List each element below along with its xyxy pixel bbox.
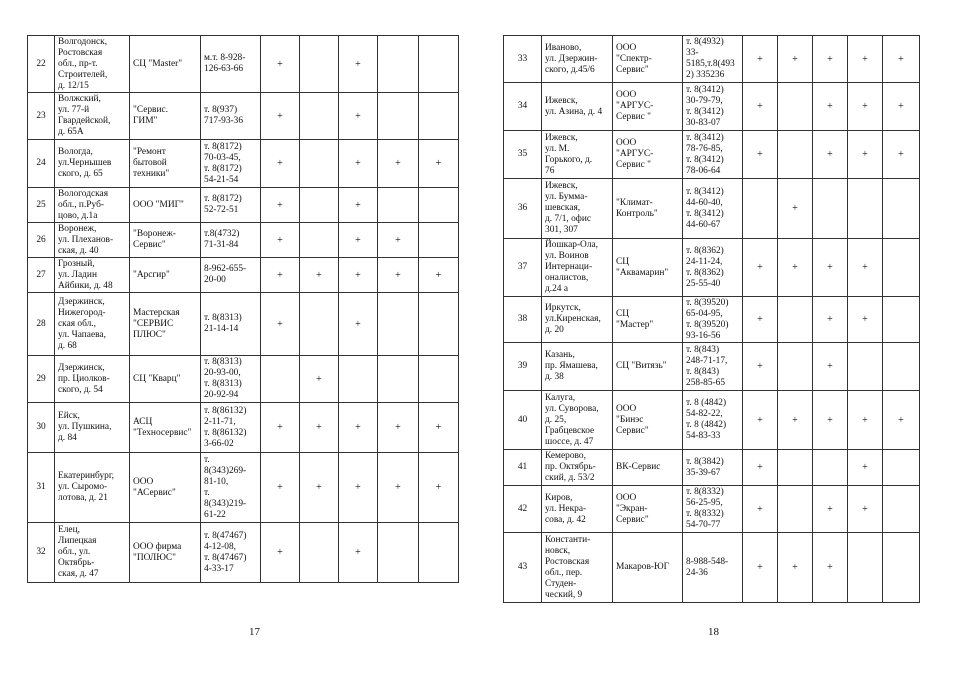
mark-cell bbox=[778, 486, 813, 533]
mark-cell: + bbox=[378, 140, 419, 188]
mark-cell bbox=[419, 523, 459, 583]
mark-cell bbox=[300, 223, 339, 258]
mark-cell: + bbox=[848, 486, 883, 533]
address-cell: Ижевск, ул. Бумма- шевская, д. 7/1, офис 301, 307 bbox=[542, 179, 613, 239]
address-cell: Грозный, ул. Ладин Айбики, д. 48 bbox=[55, 258, 130, 293]
mark-cell bbox=[339, 356, 378, 403]
row-number-cell: 42 bbox=[504, 486, 542, 533]
mark-cell bbox=[883, 450, 920, 486]
address-cell: Калуга, ул. Суворова, д. 25, Грабцевское шоссе, д. 47 bbox=[542, 391, 613, 450]
mark-cell: + bbox=[778, 36, 813, 83]
mark-cell: + bbox=[300, 356, 339, 403]
service-name-cell: ООО "МИГ" bbox=[130, 188, 201, 223]
address-cell: Кемерово, пр. Октябрь- ский, д. 53/2 bbox=[542, 450, 613, 486]
table-row bbox=[28, 258, 459, 293]
mark-cell: + bbox=[339, 223, 378, 258]
page-number-right: 18 bbox=[708, 626, 719, 638]
phone-cell: т. 8(8172) 52-72-51 bbox=[201, 188, 261, 223]
mark-cell: + bbox=[743, 131, 778, 179]
table-row bbox=[504, 343, 920, 391]
mark-cell bbox=[419, 356, 459, 403]
table-row bbox=[28, 293, 459, 356]
row-number-cell: 30 bbox=[28, 403, 55, 453]
table-row bbox=[28, 356, 459, 403]
phone-cell: 8-962-655- 20-00 bbox=[201, 258, 261, 293]
row-number-cell: 33 bbox=[504, 36, 542, 83]
service-name-cell: АСЦ "Техносервис" bbox=[130, 403, 201, 453]
phone-cell: т. 8(3412) 44-60-40, т. 8(3412) 44-60-67 bbox=[683, 179, 743, 239]
phone-cell: т. 8(843) 248-71-17, т. 8(843) 258-85-65 bbox=[683, 343, 743, 391]
service-name-cell: ООО "Бинэс Сервис" bbox=[613, 391, 683, 450]
service-name-cell: СЦ "Master" bbox=[130, 36, 201, 93]
mark-cell: + bbox=[261, 223, 300, 258]
mark-cell: + bbox=[261, 453, 300, 523]
mark-cell bbox=[813, 179, 848, 239]
address-cell: Волжский, ул. 77-й Гвардейской, д. 65А bbox=[55, 93, 130, 140]
row-number-cell: 23 bbox=[28, 93, 55, 140]
phone-cell: т. 8(937) 717-93-36 bbox=[201, 93, 261, 140]
address-cell: Казань, пр. Ямашева, д. 38 bbox=[542, 343, 613, 391]
phone-cell: 8-988-548- 24-36 bbox=[683, 533, 743, 603]
service-name-cell: "Арсгир" bbox=[130, 258, 201, 293]
row-number-cell: 34 bbox=[504, 83, 542, 131]
phone-cell: т. 8 (4842) 54-82-22, т. 8 (4842) 54-83-33 bbox=[683, 391, 743, 450]
mark-cell bbox=[300, 188, 339, 223]
mark-cell: + bbox=[813, 239, 848, 297]
mark-cell: + bbox=[778, 391, 813, 450]
mark-cell: + bbox=[339, 523, 378, 583]
table-row bbox=[28, 523, 459, 583]
table-row bbox=[28, 140, 459, 188]
phone-cell: т. 8(3412) 78-76-85, т. 8(3412) 78-06-64 bbox=[683, 131, 743, 179]
mark-cell bbox=[883, 533, 920, 603]
mark-cell: + bbox=[743, 391, 778, 450]
phone-cell: т.8(4732) 71-31-84 bbox=[201, 223, 261, 258]
table-row bbox=[28, 223, 459, 258]
mark-cell: + bbox=[261, 403, 300, 453]
phone-cell: т. 8(8362) 24-11-24, т. 8(8362) 25-55-40 bbox=[683, 239, 743, 297]
mark-cell: + bbox=[261, 523, 300, 583]
mark-cell: + bbox=[339, 453, 378, 523]
mark-cell: + bbox=[300, 453, 339, 523]
right-service-table bbox=[503, 35, 920, 603]
mark-cell: + bbox=[339, 140, 378, 188]
mark-cell: + bbox=[813, 83, 848, 131]
phone-cell: т. 8(8332) 56-25-95, т. 8(8332) 54-70-77 bbox=[683, 486, 743, 533]
mark-cell: + bbox=[339, 403, 378, 453]
phone-cell: т. 8(4932) 33- 5185,т.8(493 2) 335236 bbox=[683, 36, 743, 83]
table-row bbox=[504, 179, 920, 239]
mark-cell: + bbox=[848, 297, 883, 343]
mark-cell bbox=[883, 297, 920, 343]
row-number-cell: 43 bbox=[504, 533, 542, 603]
mark-cell: + bbox=[813, 486, 848, 533]
mark-cell: + bbox=[778, 239, 813, 297]
service-name-cell: ООО "АРГУС- Сервис " bbox=[613, 83, 683, 131]
table-row bbox=[504, 297, 920, 343]
mark-cell bbox=[419, 293, 459, 356]
mark-cell bbox=[300, 140, 339, 188]
mark-cell: + bbox=[419, 403, 459, 453]
row-number-cell: 27 bbox=[28, 258, 55, 293]
table-row bbox=[28, 36, 459, 93]
address-cell: Ижевск, ул. М. Горького, д. 76 bbox=[542, 131, 613, 179]
table-row bbox=[504, 36, 920, 83]
mark-cell: + bbox=[378, 453, 419, 523]
mark-cell: + bbox=[743, 343, 778, 391]
service-name-cell: СЦ "Кварц" bbox=[130, 356, 201, 403]
row-number-cell: 28 bbox=[28, 293, 55, 356]
address-cell: Вологда, ул.Чернышев ского, д. 65 bbox=[55, 140, 130, 188]
mark-cell: + bbox=[300, 258, 339, 293]
mark-cell: + bbox=[743, 36, 778, 83]
mark-cell bbox=[848, 533, 883, 603]
mark-cell: + bbox=[848, 239, 883, 297]
row-number-cell: 39 bbox=[504, 343, 542, 391]
right-table-body bbox=[504, 36, 920, 603]
mark-cell: + bbox=[883, 391, 920, 450]
mark-cell: + bbox=[813, 533, 848, 603]
mark-cell: + bbox=[419, 258, 459, 293]
address-cell: Дзержинск, пр. Циолков- ского, д. 54 bbox=[55, 356, 130, 403]
phone-cell: т. 8(8313) 20-93-00, т. 8(8313) 20-92-94 bbox=[201, 356, 261, 403]
phone-cell: т. 8(8172) 70-03-45, т. 8(8172) 54-21-54 bbox=[201, 140, 261, 188]
mark-cell: + bbox=[883, 36, 920, 83]
mark-cell bbox=[848, 343, 883, 391]
left-table-body bbox=[28, 36, 459, 583]
mark-cell: + bbox=[743, 533, 778, 603]
mark-cell bbox=[300, 36, 339, 93]
mark-cell: + bbox=[883, 83, 920, 131]
service-name-cell: "Воронеж- Сервис" bbox=[130, 223, 201, 258]
phone-cell: т. 8(86132) 2-11-71, т. 8(86132) 3-66-02 bbox=[201, 403, 261, 453]
service-name-cell: ООО "АРГУС- Сервис " bbox=[613, 131, 683, 179]
mark-cell: + bbox=[300, 403, 339, 453]
mark-cell: + bbox=[339, 258, 378, 293]
mark-cell: + bbox=[743, 297, 778, 343]
service-name-cell: СЦ "Витязь" bbox=[613, 343, 683, 391]
mark-cell: + bbox=[261, 140, 300, 188]
address-cell: Константи- новск, Ростовская обл., пер. Студен- ческий, 9 bbox=[542, 533, 613, 603]
table-row bbox=[504, 391, 920, 450]
mark-cell: + bbox=[848, 391, 883, 450]
mark-cell: + bbox=[378, 403, 419, 453]
mark-cell: + bbox=[778, 179, 813, 239]
row-number-cell: 38 bbox=[504, 297, 542, 343]
mark-cell: + bbox=[743, 450, 778, 486]
service-name-cell: СЦ "Аквамарин" bbox=[613, 239, 683, 297]
address-cell: Воронеж, ул. Плеханов- ская, д. 40 bbox=[55, 223, 130, 258]
table-row bbox=[504, 450, 920, 486]
address-cell: Дзержинск, Нижегород- ская обл., ул. Чапаева, д. 68 bbox=[55, 293, 130, 356]
address-cell: Иваново, ул. Дзержин- ского, д.45/6 bbox=[542, 36, 613, 83]
mark-cell bbox=[883, 239, 920, 297]
address-cell: Вологодская обл., п.Руб- цово, д.1а bbox=[55, 188, 130, 223]
mark-cell: + bbox=[261, 36, 300, 93]
row-number-cell: 36 bbox=[504, 179, 542, 239]
mark-cell: + bbox=[261, 93, 300, 140]
mark-cell bbox=[300, 293, 339, 356]
mark-cell: + bbox=[848, 36, 883, 83]
mark-cell bbox=[883, 486, 920, 533]
mark-cell bbox=[778, 450, 813, 486]
service-name-cell: "Ремонт бытовой техники" bbox=[130, 140, 201, 188]
row-number-cell: 41 bbox=[504, 450, 542, 486]
mark-cell: + bbox=[419, 453, 459, 523]
mark-cell: + bbox=[743, 83, 778, 131]
phone-cell: т. 8(3412) 30-79-79, т. 8(3412) 30-83-07 bbox=[683, 83, 743, 131]
mark-cell bbox=[813, 450, 848, 486]
address-cell: Екатеринбург, ул. Сыромо- лотова, д. 21 bbox=[55, 453, 130, 523]
mark-cell: + bbox=[339, 293, 378, 356]
service-name-cell: ООО "АСервис" bbox=[130, 453, 201, 523]
mark-cell bbox=[261, 356, 300, 403]
address-cell: Йошкар-Ола, ул. Воинов Интернаци- оналистов, д.24 а bbox=[542, 239, 613, 297]
table-row bbox=[504, 83, 920, 131]
mark-cell: + bbox=[378, 223, 419, 258]
service-name-cell: СЦ "Мастер" bbox=[613, 297, 683, 343]
address-cell: Киров, ул. Некра- сова, д. 42 bbox=[542, 486, 613, 533]
mark-cell bbox=[778, 83, 813, 131]
mark-cell: + bbox=[848, 131, 883, 179]
mark-cell bbox=[378, 93, 419, 140]
mark-cell: + bbox=[339, 188, 378, 223]
mark-cell bbox=[378, 356, 419, 403]
address-cell: Волгодонск, Ростовская обл., пр-т. Строителей, д. 12/15 bbox=[55, 36, 130, 93]
service-name-cell: Мастерская "СЕРВИС ПЛЮС" bbox=[130, 293, 201, 356]
mark-cell: + bbox=[339, 93, 378, 140]
mark-cell: + bbox=[778, 533, 813, 603]
phone-cell: т. 8(8313) 21-14-14 bbox=[201, 293, 261, 356]
mark-cell: + bbox=[813, 343, 848, 391]
mark-cell bbox=[883, 343, 920, 391]
mark-cell: + bbox=[848, 450, 883, 486]
mark-cell: + bbox=[743, 239, 778, 297]
row-number-cell: 35 bbox=[504, 131, 542, 179]
mark-cell bbox=[419, 188, 459, 223]
phone-cell: м.т. 8-928- 126-63-66 bbox=[201, 36, 261, 93]
mark-cell: + bbox=[378, 258, 419, 293]
row-number-cell: 32 bbox=[28, 523, 55, 583]
table-row bbox=[28, 93, 459, 140]
phone-cell: т. 8(343)269- 81-10, т. 8(343)219- 61-22 bbox=[201, 453, 261, 523]
mark-cell: + bbox=[261, 188, 300, 223]
service-name-cell: ООО "Экран- Сервис" bbox=[613, 486, 683, 533]
table-row bbox=[504, 131, 920, 179]
address-cell: Ижевск, ул. Азина, д. 4 bbox=[542, 83, 613, 131]
mark-cell: + bbox=[261, 293, 300, 356]
mark-cell bbox=[743, 179, 778, 239]
mark-cell bbox=[778, 343, 813, 391]
service-name-cell: ООО "Спектр- Сервис" bbox=[613, 36, 683, 83]
mark-cell: + bbox=[419, 140, 459, 188]
table-row bbox=[28, 403, 459, 453]
left-service-table bbox=[27, 35, 459, 583]
mark-cell: + bbox=[339, 36, 378, 93]
row-number-cell: 29 bbox=[28, 356, 55, 403]
mark-cell bbox=[848, 179, 883, 239]
address-cell: Иркутск, ул.Киренская, д. 20 bbox=[542, 297, 613, 343]
row-number-cell: 37 bbox=[504, 239, 542, 297]
mark-cell: + bbox=[743, 486, 778, 533]
phone-cell: т. 8(3842) 35-39-67 bbox=[683, 450, 743, 486]
mark-cell: + bbox=[848, 83, 883, 131]
mark-cell bbox=[778, 131, 813, 179]
row-number-cell: 40 bbox=[504, 391, 542, 450]
address-cell: Ейск, ул. Пушкина, д. 84 bbox=[55, 403, 130, 453]
mark-cell bbox=[419, 93, 459, 140]
mark-cell: + bbox=[813, 297, 848, 343]
mark-cell bbox=[378, 188, 419, 223]
mark-cell: + bbox=[261, 258, 300, 293]
phone-cell: т. 8(47467) 4-12-08, т. 8(47467) 4-33-17 bbox=[201, 523, 261, 583]
row-number-cell: 24 bbox=[28, 140, 55, 188]
phone-cell: т. 8(39520) 65-04-95, т. 8(39520) 93-16-56 bbox=[683, 297, 743, 343]
mark-cell: + bbox=[813, 36, 848, 83]
service-name-cell: ООО фирма "ПОЛЮС" bbox=[130, 523, 201, 583]
mark-cell bbox=[378, 293, 419, 356]
service-name-cell: ВК-Сервис bbox=[613, 450, 683, 486]
service-name-cell: Макаров-ЮГ bbox=[613, 533, 683, 603]
table-row bbox=[504, 533, 920, 603]
mark-cell bbox=[300, 93, 339, 140]
service-name-cell: "Сервис. ГИМ" bbox=[130, 93, 201, 140]
page-number-left: 17 bbox=[249, 626, 260, 638]
table-row bbox=[504, 486, 920, 533]
row-number-cell: 25 bbox=[28, 188, 55, 223]
mark-cell bbox=[883, 179, 920, 239]
mark-cell: + bbox=[813, 131, 848, 179]
mark-cell: + bbox=[813, 391, 848, 450]
table-row bbox=[28, 453, 459, 523]
row-number-cell: 22 bbox=[28, 36, 55, 93]
mark-cell bbox=[419, 223, 459, 258]
row-number-cell: 26 bbox=[28, 223, 55, 258]
mark-cell bbox=[419, 36, 459, 93]
mark-cell bbox=[300, 523, 339, 583]
table-row bbox=[28, 188, 459, 223]
mark-cell bbox=[778, 297, 813, 343]
row-number-cell: 31 bbox=[28, 453, 55, 523]
address-cell: Елец, Липецкая обл., ул. Октябрь- ская, д. 47 bbox=[55, 523, 130, 583]
table-row bbox=[504, 239, 920, 297]
mark-cell bbox=[378, 36, 419, 93]
mark-cell: + bbox=[883, 131, 920, 179]
service-name-cell: "Климат- Контроль" bbox=[613, 179, 683, 239]
mark-cell bbox=[378, 523, 419, 583]
